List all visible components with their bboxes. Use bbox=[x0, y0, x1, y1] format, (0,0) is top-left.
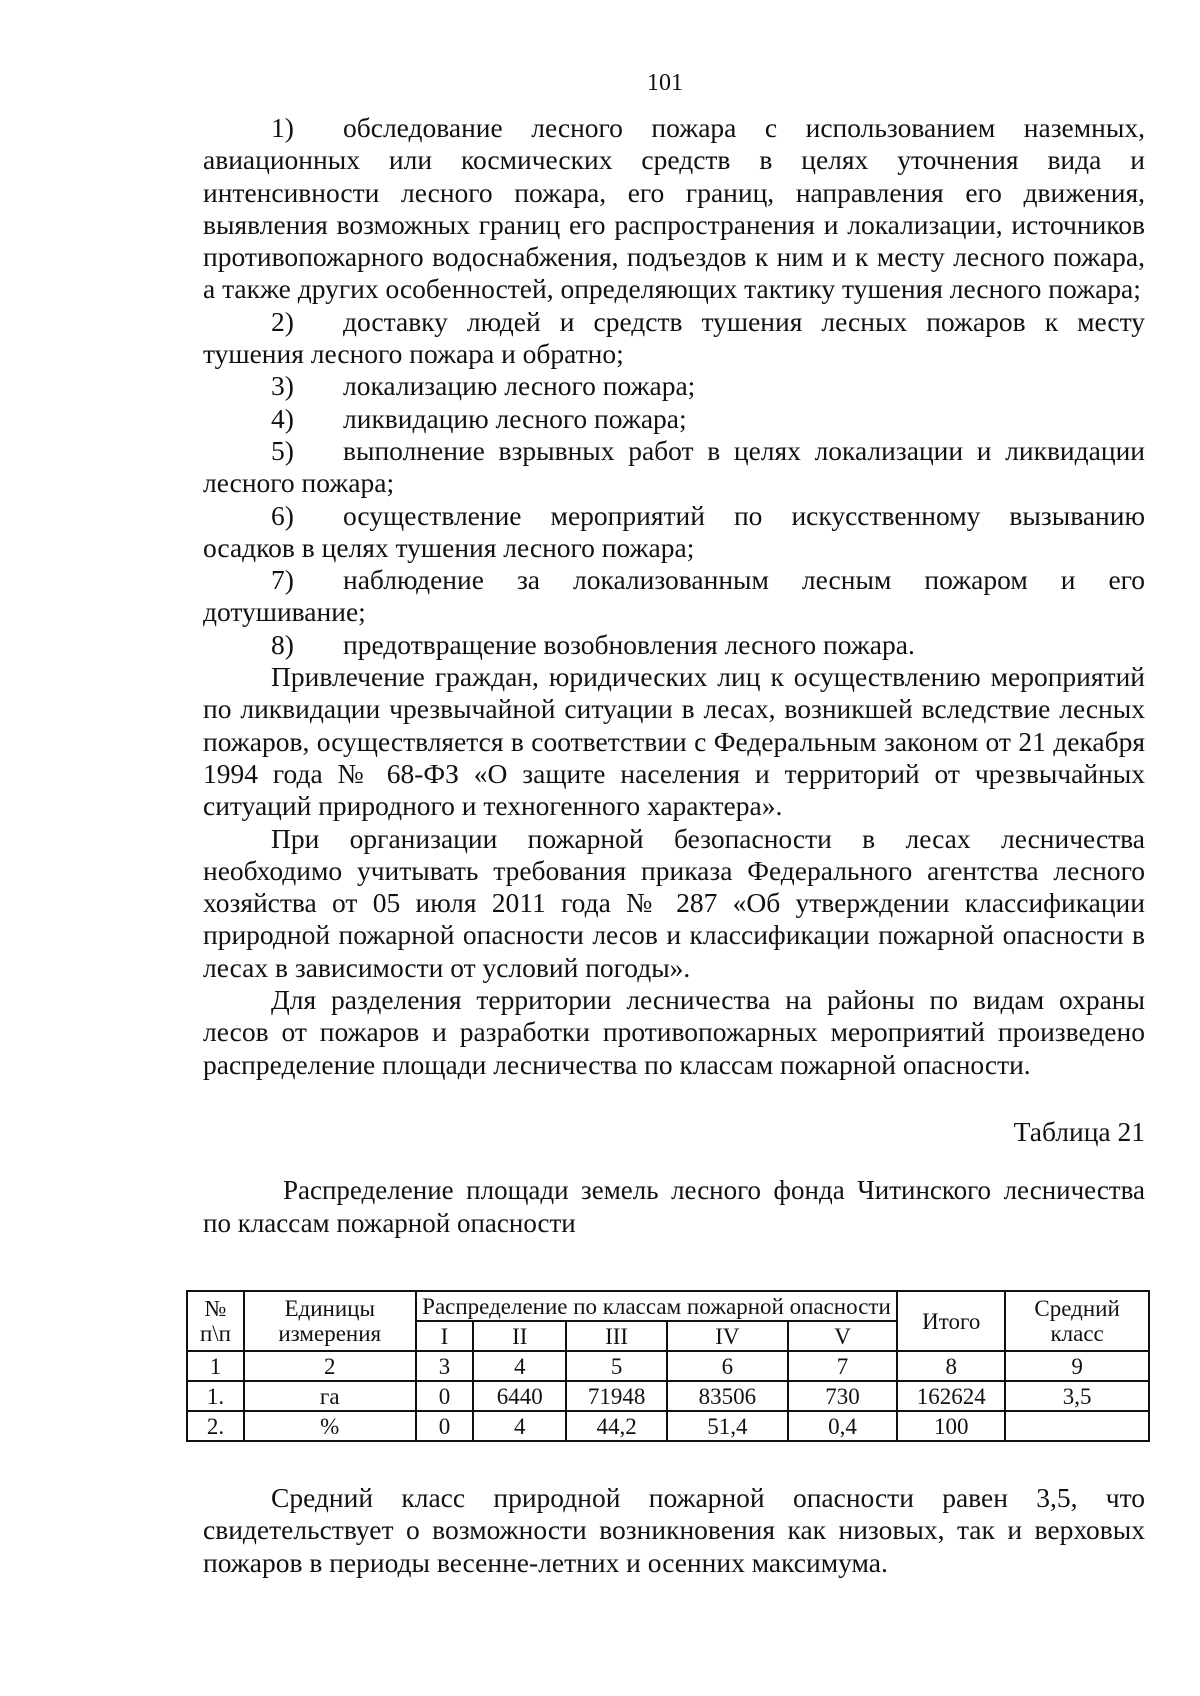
list-item-number: 5) bbox=[271, 434, 294, 466]
list-item-continuation: осадков в целях тушения лесного пожара; bbox=[203, 531, 695, 563]
list-item bbox=[203, 403, 1145, 435]
table-cell: 0,4 bbox=[788, 1411, 898, 1441]
table-cell: 0 bbox=[416, 1411, 474, 1441]
table-index-row bbox=[187, 1351, 1149, 1381]
list-item-text: осуществление мероприятий по искусственному вызыванию bbox=[343, 499, 1145, 531]
table-row bbox=[187, 1411, 1149, 1441]
header-distribution: Распределение по классам пожарной опасности bbox=[416, 1291, 898, 1321]
list-item-text: выполнение взрывных работ в целях локализации и ликвидации bbox=[343, 434, 1145, 466]
list-item-text: обследование лесного пожара с использованием наземных, bbox=[343, 112, 1145, 143]
list-item-number: 6) bbox=[271, 499, 294, 531]
header-class: V bbox=[788, 1321, 898, 1351]
header-class: IV bbox=[667, 1321, 788, 1351]
list-item-text: локализацию лесного пожара; bbox=[343, 370, 696, 402]
paragraph-fire-safety: При организации пожарной безопасности в лесах лесничества необходимо учитывать требования приказа Федерального агентства лесного хозяйства от 05 июля 2011 года № 287 «Об утверждении классификации природной пожарной опасности лесов и классификации пожарной опасности в лесах в зависимости от условий погоды». bbox=[203, 822, 1145, 983]
list-item-number: 3) bbox=[271, 370, 294, 402]
header-units: Единицы измерения bbox=[244, 1291, 416, 1351]
table-cell: 2. bbox=[187, 1411, 244, 1441]
list-item bbox=[203, 306, 1145, 338]
document-body bbox=[203, 112, 1145, 1239]
header-num: № п\п bbox=[187, 1291, 244, 1351]
table-cell: 7 bbox=[788, 1351, 898, 1381]
list-item bbox=[203, 500, 1145, 532]
table-title: Распределение площади земель лесного фонда Читинского лесничества по классам пожарной опасности bbox=[203, 1175, 1145, 1238]
table-cell: 730 bbox=[788, 1381, 898, 1411]
table-cell: 4 bbox=[473, 1351, 566, 1381]
list-item-number: 1) bbox=[271, 112, 294, 143]
table-cell: % bbox=[244, 1411, 416, 1441]
list-item bbox=[203, 112, 1145, 144]
table-cell: 0 bbox=[416, 1381, 474, 1411]
header-avg-class: Средний класс bbox=[1005, 1291, 1149, 1351]
table-row bbox=[187, 1381, 1149, 1411]
list-item-continuation: авиационных или космических средств в целях уточнения вида и интенсивности лесного пожара, его границ, направления его движения, выявления возможных границ его распространения и локализации, источников противопожарного водоснабжения, подъездов к ним и к месту лесного пожара, а также других особенностей, определяющих тактику тушения лесного пожара; bbox=[203, 144, 1145, 305]
list-item-continuation: лесного пожара; bbox=[203, 467, 395, 499]
list-item bbox=[203, 629, 1145, 661]
list-item-text: предотвращение возобновления лесного пожара. bbox=[343, 628, 915, 660]
table-cell: 9 bbox=[1005, 1351, 1149, 1381]
list-item-number: 4) bbox=[271, 402, 294, 434]
table-cell: 162624 bbox=[897, 1381, 1005, 1411]
header-total: Итого bbox=[897, 1291, 1005, 1351]
table-cell: 6 bbox=[667, 1351, 788, 1381]
table-cell: 3,5 bbox=[1005, 1381, 1149, 1411]
list-item-text: наблюдение за локализованным лесным пожаром и его bbox=[343, 564, 1145, 596]
table-cell: га bbox=[244, 1381, 416, 1411]
list-item bbox=[203, 435, 1145, 467]
table-cell: 1. bbox=[187, 1381, 244, 1411]
list-item-continuation: тушения лесного пожара и обратно; bbox=[203, 338, 624, 370]
table-cell: 1 bbox=[187, 1351, 244, 1381]
list-item-text: ликвидацию лесного пожара; bbox=[343, 402, 687, 434]
table-cell: 6440 bbox=[473, 1381, 566, 1411]
fire-danger-table bbox=[186, 1290, 1150, 1442]
list-item-number: 7) bbox=[271, 564, 294, 596]
table-cell bbox=[1005, 1411, 1149, 1441]
table-cell: 5 bbox=[566, 1351, 667, 1381]
header-class: III bbox=[566, 1321, 667, 1351]
list-item bbox=[203, 370, 1145, 402]
list-item-number: 8) bbox=[271, 628, 294, 660]
table-cell: 44,2 bbox=[566, 1411, 667, 1441]
list-item bbox=[203, 564, 1145, 596]
table-cell: 71948 bbox=[566, 1381, 667, 1411]
table-cell: 100 bbox=[897, 1411, 1005, 1441]
paragraph-involvement: Привлечение граждан, юридических лиц к осуществлению мероприятий по ликвидации чрезвычайной ситуации в лесах, возникшей вследствие лесных пожаров, осуществляется в соответствии с Федеральным законом от 21 декабря 1994 года № 68-ФЗ «О защите населения и территорий от чрезвычайных ситуаций природного и техногенного характера». bbox=[203, 661, 1145, 822]
table-header-row bbox=[187, 1291, 1149, 1321]
paragraph-summary: Средний класс природной пожарной опасности равен 3,5, что свидетельствует о возможности возникновения как низовых, так и верховых пожаров в периоды весенне-летних и осенних максимума. bbox=[203, 1482, 1145, 1578]
table-cell: 8 bbox=[897, 1351, 1005, 1381]
list-item-continuation: дотушивание; bbox=[203, 596, 366, 628]
table-cell: 51,4 bbox=[667, 1411, 788, 1441]
header-class: I bbox=[416, 1321, 474, 1351]
list-item-number: 2) bbox=[271, 305, 294, 337]
header-class: II bbox=[473, 1321, 566, 1351]
table-caption: Таблица 21 bbox=[1013, 1115, 1145, 1147]
paragraph-distribution: Для разделения территории лесничества на районы по видам охраны лесов от пожаров и разработки противопожарных мероприятий произведено распределение площади лесничества по классам пожарной опасности. bbox=[203, 984, 1145, 1080]
list-item-text: доставку людей и средств тушения лесных пожаров к месту bbox=[343, 305, 1145, 337]
page-number: 101 bbox=[647, 70, 683, 96]
table-cell: 83506 bbox=[667, 1381, 788, 1411]
table-cell: 4 bbox=[473, 1411, 566, 1441]
table-cell: 2 bbox=[244, 1351, 416, 1381]
table-cell: 3 bbox=[416, 1351, 474, 1381]
